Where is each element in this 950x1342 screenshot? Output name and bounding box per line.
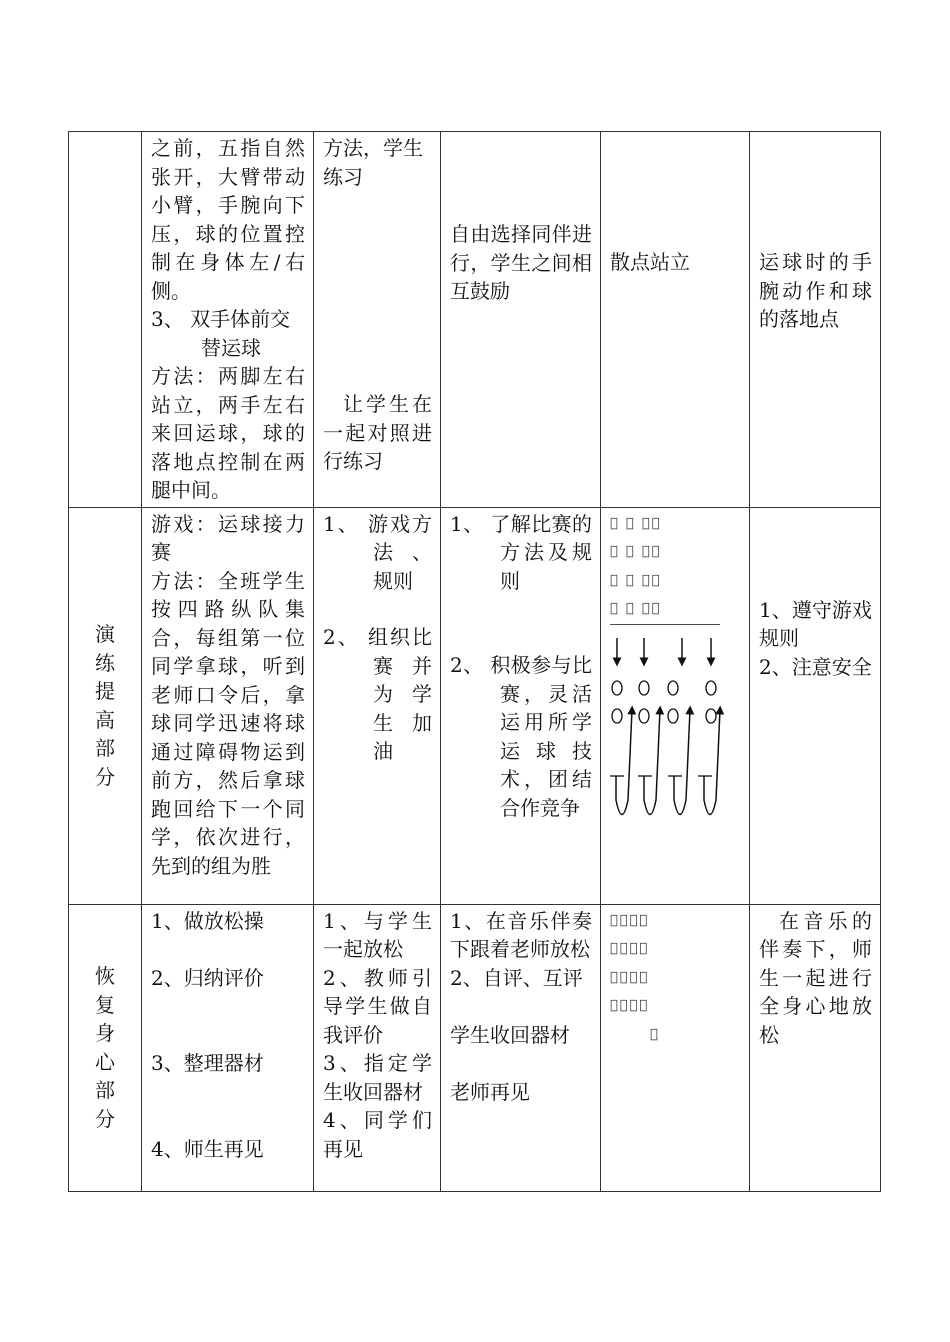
content-cell	[142, 507, 314, 904]
organization-cell	[601, 904, 750, 1191]
key-points-text: 在音乐的伴奏下，师生一起进行全身心地放松	[759, 908, 872, 1047]
organization-cell	[601, 507, 750, 904]
section-char: 心	[95, 1049, 115, 1074]
content-cell	[142, 904, 314, 1191]
teacher-text: 让学生在一起对照进行练习	[323, 392, 432, 473]
section-char: 高	[95, 707, 115, 732]
section-char: 演	[95, 622, 115, 646]
student-text: 2、 积极参与比赛，灵活运用所学运球技术，团结合作竞争	[450, 653, 592, 820]
teacher-text: 2、 组织比赛并为学生加油	[323, 625, 432, 763]
content-text: 4、师生再见	[151, 1136, 264, 1161]
content-text: 方法：全班学生按四路纵队集合，每组第一位同学拿球，听到老师口令后，拿球同学迅速将球通过障碍物运到前方，然后拿球跑回给下一个同学，依次进行，先到的组为胜	[151, 568, 305, 878]
obstacle-icon	[639, 709, 649, 723]
relay-route-drawing	[610, 624, 735, 824]
key-points-cell	[750, 904, 881, 1191]
student-activity-cell	[441, 507, 601, 904]
student-text: 1、 了解比赛的方法及规则	[450, 511, 592, 593]
section-char: 复	[95, 992, 115, 1017]
obstacle-icon	[706, 681, 716, 695]
section-char: 提	[95, 679, 115, 703]
section-char: 恢	[95, 964, 115, 988]
content-text: 3、 双手体前交替运球	[151, 307, 291, 360]
key-points-text: 2、注意安全	[759, 654, 872, 679]
teacher-text: 1、与学生一起放松	[323, 908, 432, 961]
relay-formation-diagram	[610, 510, 741, 824]
section-cell-empty	[69, 132, 142, 508]
organization-text: 散点站立	[610, 250, 690, 274]
relax-formation-diagram	[610, 907, 741, 1050]
formation-row:     	[610, 969, 650, 985]
formation-row:     	[610, 912, 650, 928]
teacher-text: 3、指定学生收回器材	[323, 1051, 432, 1104]
teacher-activity-cell	[314, 904, 441, 1191]
lesson-plan-table	[68, 131, 881, 1192]
section-char: 部	[95, 1078, 115, 1102]
student-text: 学生收回器材	[450, 1022, 570, 1047]
key-points-cell	[750, 132, 881, 508]
formation-glyph-row:       	[610, 601, 662, 616]
student-activity-cell	[441, 904, 601, 1191]
row-basic-continued	[69, 132, 881, 508]
return-route-icon	[644, 710, 660, 815]
obstacle-icon	[706, 709, 716, 723]
formation-row:     	[610, 941, 650, 956]
section-label-practice	[69, 507, 142, 904]
row-recovery	[69, 904, 881, 1191]
teacher-text: 4、同学们再见	[323, 1108, 432, 1161]
teacher-text: 方法，学生练习	[323, 136, 423, 189]
section-char: 部	[95, 736, 115, 760]
teacher-text: 2、教师引导学生做自我评价	[323, 965, 432, 1047]
content-text: 2、归纳评价	[151, 965, 264, 990]
organization-cell	[601, 132, 750, 508]
obstacle-icon	[668, 709, 678, 723]
formation-glyph-row:       	[610, 544, 662, 559]
student-activity-cell	[441, 132, 601, 508]
section-char: 身	[95, 1021, 115, 1045]
student-text: 自由选择同伴进行，学生之间相互鼓励	[450, 222, 592, 303]
key-points-text: 运球时的手腕动作和球的落地点	[759, 250, 872, 331]
section-char: 分	[95, 764, 115, 789]
section-label-recovery	[69, 904, 142, 1191]
student-text: 2、自评、互评	[450, 965, 583, 990]
formation-glyph-row:       	[610, 515, 662, 531]
content-text: 3、整理器材	[151, 1051, 264, 1075]
return-route-icon	[616, 710, 632, 815]
content-text: 1、做放松操	[151, 908, 264, 933]
teacher-activity-cell	[314, 132, 441, 508]
content-text: 游戏：运球接力赛	[151, 511, 305, 564]
key-points-text: 1、遵守游戏规则	[759, 597, 872, 650]
content-text: 方法：两脚左右站立，两手左右来回运球，球的落地点控制在两腿中间。	[151, 364, 305, 502]
student-text: 1、在音乐伴奏下跟着老师放松	[450, 908, 592, 961]
teacher-position:  	[650, 1026, 660, 1042]
obstacle-icon	[668, 681, 678, 695]
formation-row:     	[610, 998, 650, 1013]
return-route-icon	[704, 710, 720, 815]
obstacle-icon	[612, 709, 622, 723]
student-text: 老师再见	[450, 1079, 530, 1104]
content-cell	[142, 132, 314, 508]
formation-glyph-row:       	[610, 572, 662, 588]
return-route-icon	[674, 710, 690, 815]
key-points-cell	[750, 507, 881, 904]
section-char: 分	[95, 1106, 115, 1131]
teacher-text: 1、 游戏方法、规则	[323, 511, 432, 593]
teacher-activity-cell	[314, 507, 441, 904]
obstacle-icon	[639, 681, 649, 695]
section-char: 练	[95, 650, 115, 675]
obstacle-icon	[612, 681, 622, 695]
row-practice	[69, 507, 881, 904]
content-text: 之前，五指自然张开，大臂带动小臂，手腕向下压，球的位置控制在身体左/右侧。	[151, 136, 305, 303]
